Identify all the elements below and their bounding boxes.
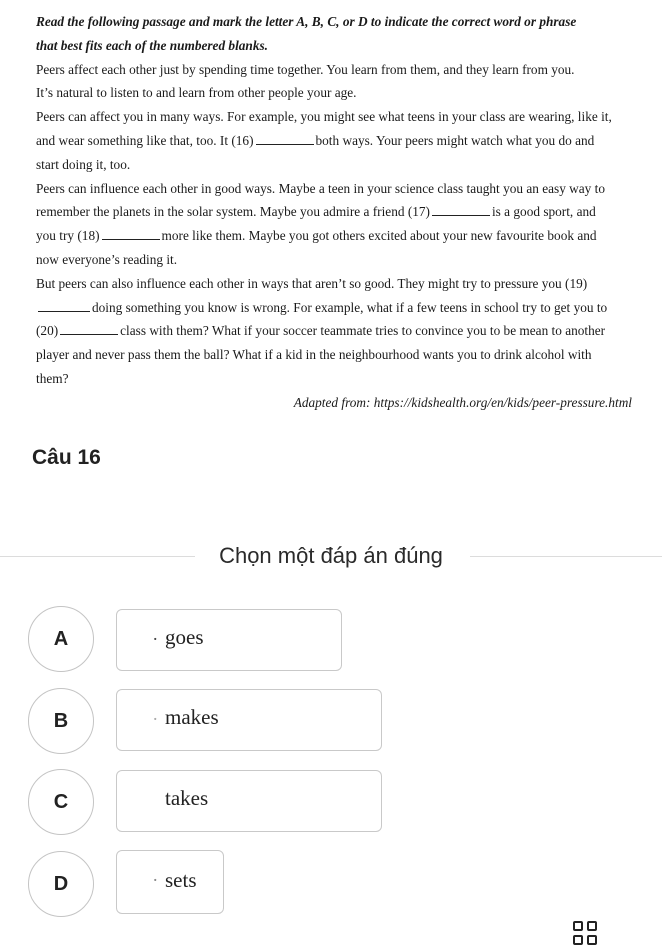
paragraph-3-line-1: Peers can influence each other in good ways. Maybe a teen in your science class taught you an easy way to [36, 180, 605, 196]
option-b-box[interactable] [116, 689, 382, 751]
paragraph-4-line-2 [36, 296, 646, 320]
text-segment: you try (18) [36, 228, 100, 244]
reading-passage [36, 10, 646, 415]
paragraph-1-line-2: It’s natural to listen to and learn from other people your age. [36, 85, 357, 101]
answer-prompt-text: Chọn một đáp án đúng [205, 543, 457, 568]
paragraph-2-line-1: Peers can affect you in many ways. For example, you might see what teens in your class are wearing, like it, [36, 109, 612, 125]
instruction-line-2: that best fits each of the numbered blanks. [36, 37, 268, 53]
text-segment: both ways. Your peers might watch what you do and [315, 132, 595, 148]
text-segment: and wear something like that, too. It (16) [36, 132, 254, 148]
prompt-row [0, 538, 662, 574]
blank-20 [60, 323, 118, 335]
option-c-letter[interactable]: C [28, 769, 94, 835]
option-a-letter[interactable]: A [28, 606, 94, 672]
option-a-text: goes [165, 625, 204, 649]
option-c-text: takes [165, 786, 209, 810]
instruction-line-1: Read the following passage and mark the letter A, B, C, or D to indicate the correct word or phrase [36, 14, 577, 29]
option-c-box[interactable] [116, 770, 382, 832]
answer-prompt [0, 538, 662, 574]
text-segment: is a good sport, and [491, 204, 596, 220]
paragraph-1-line-1: Peers affect each other just by spending time together. You learn from them, and they learn from you. [36, 61, 575, 77]
paragraph-2-line-2 [36, 129, 646, 153]
paragraph-3-line-2 [36, 200, 646, 224]
text-segment: more like them. Maybe you got others excited about your new favourite book and [161, 228, 597, 244]
dot-mark: . [153, 865, 158, 885]
option-a-box[interactable] [116, 609, 342, 671]
option-d-letter[interactable]: D [28, 851, 94, 917]
option-b-letter[interactable]: B [28, 688, 94, 754]
paragraph-3-line-4: now everyone’s reading it. [36, 251, 178, 267]
blank-16 [256, 133, 314, 145]
paragraph-4-line-3 [36, 319, 646, 343]
text-segment: class with them? What if your soccer teammate tries to convince you to be mean to another [120, 323, 606, 339]
blank-19 [38, 300, 90, 312]
dot-mark: . [153, 624, 158, 644]
text-segment: doing something you know is wrong. For example, what if a few teens in school try to get you to [92, 299, 608, 315]
dot-mark: . [153, 704, 158, 724]
option-d-text: sets [165, 868, 197, 892]
text-segment: remember the planets in the solar system. Maybe you admire a friend (17) [36, 204, 430, 220]
blank-17 [432, 204, 490, 216]
paragraph-3-line-3 [36, 224, 646, 248]
paragraph-4-line-1: But peers can also influence each other in ways that aren’t so good. They might try to pressure you (19) [36, 275, 588, 291]
paragraph-4-line-4: player and never pass them the ball? What if a kid in the neighbourhood wants you to drink alcohol with [36, 347, 592, 363]
source-citation: Adapted from: https://kidshealth.org/en/kids/peer-pressure.html [293, 394, 632, 410]
option-b-text: makes [165, 705, 219, 729]
paragraph-2-line-3: start doing it, too. [36, 156, 131, 172]
option-d-box[interactable] [116, 850, 224, 914]
paragraph-4-line-5: them? [36, 370, 69, 386]
grid-icon[interactable] [573, 921, 599, 947]
blank-18 [102, 228, 160, 240]
question-title: Câu 16 [32, 446, 101, 469]
text-segment: (20) [36, 323, 59, 339]
